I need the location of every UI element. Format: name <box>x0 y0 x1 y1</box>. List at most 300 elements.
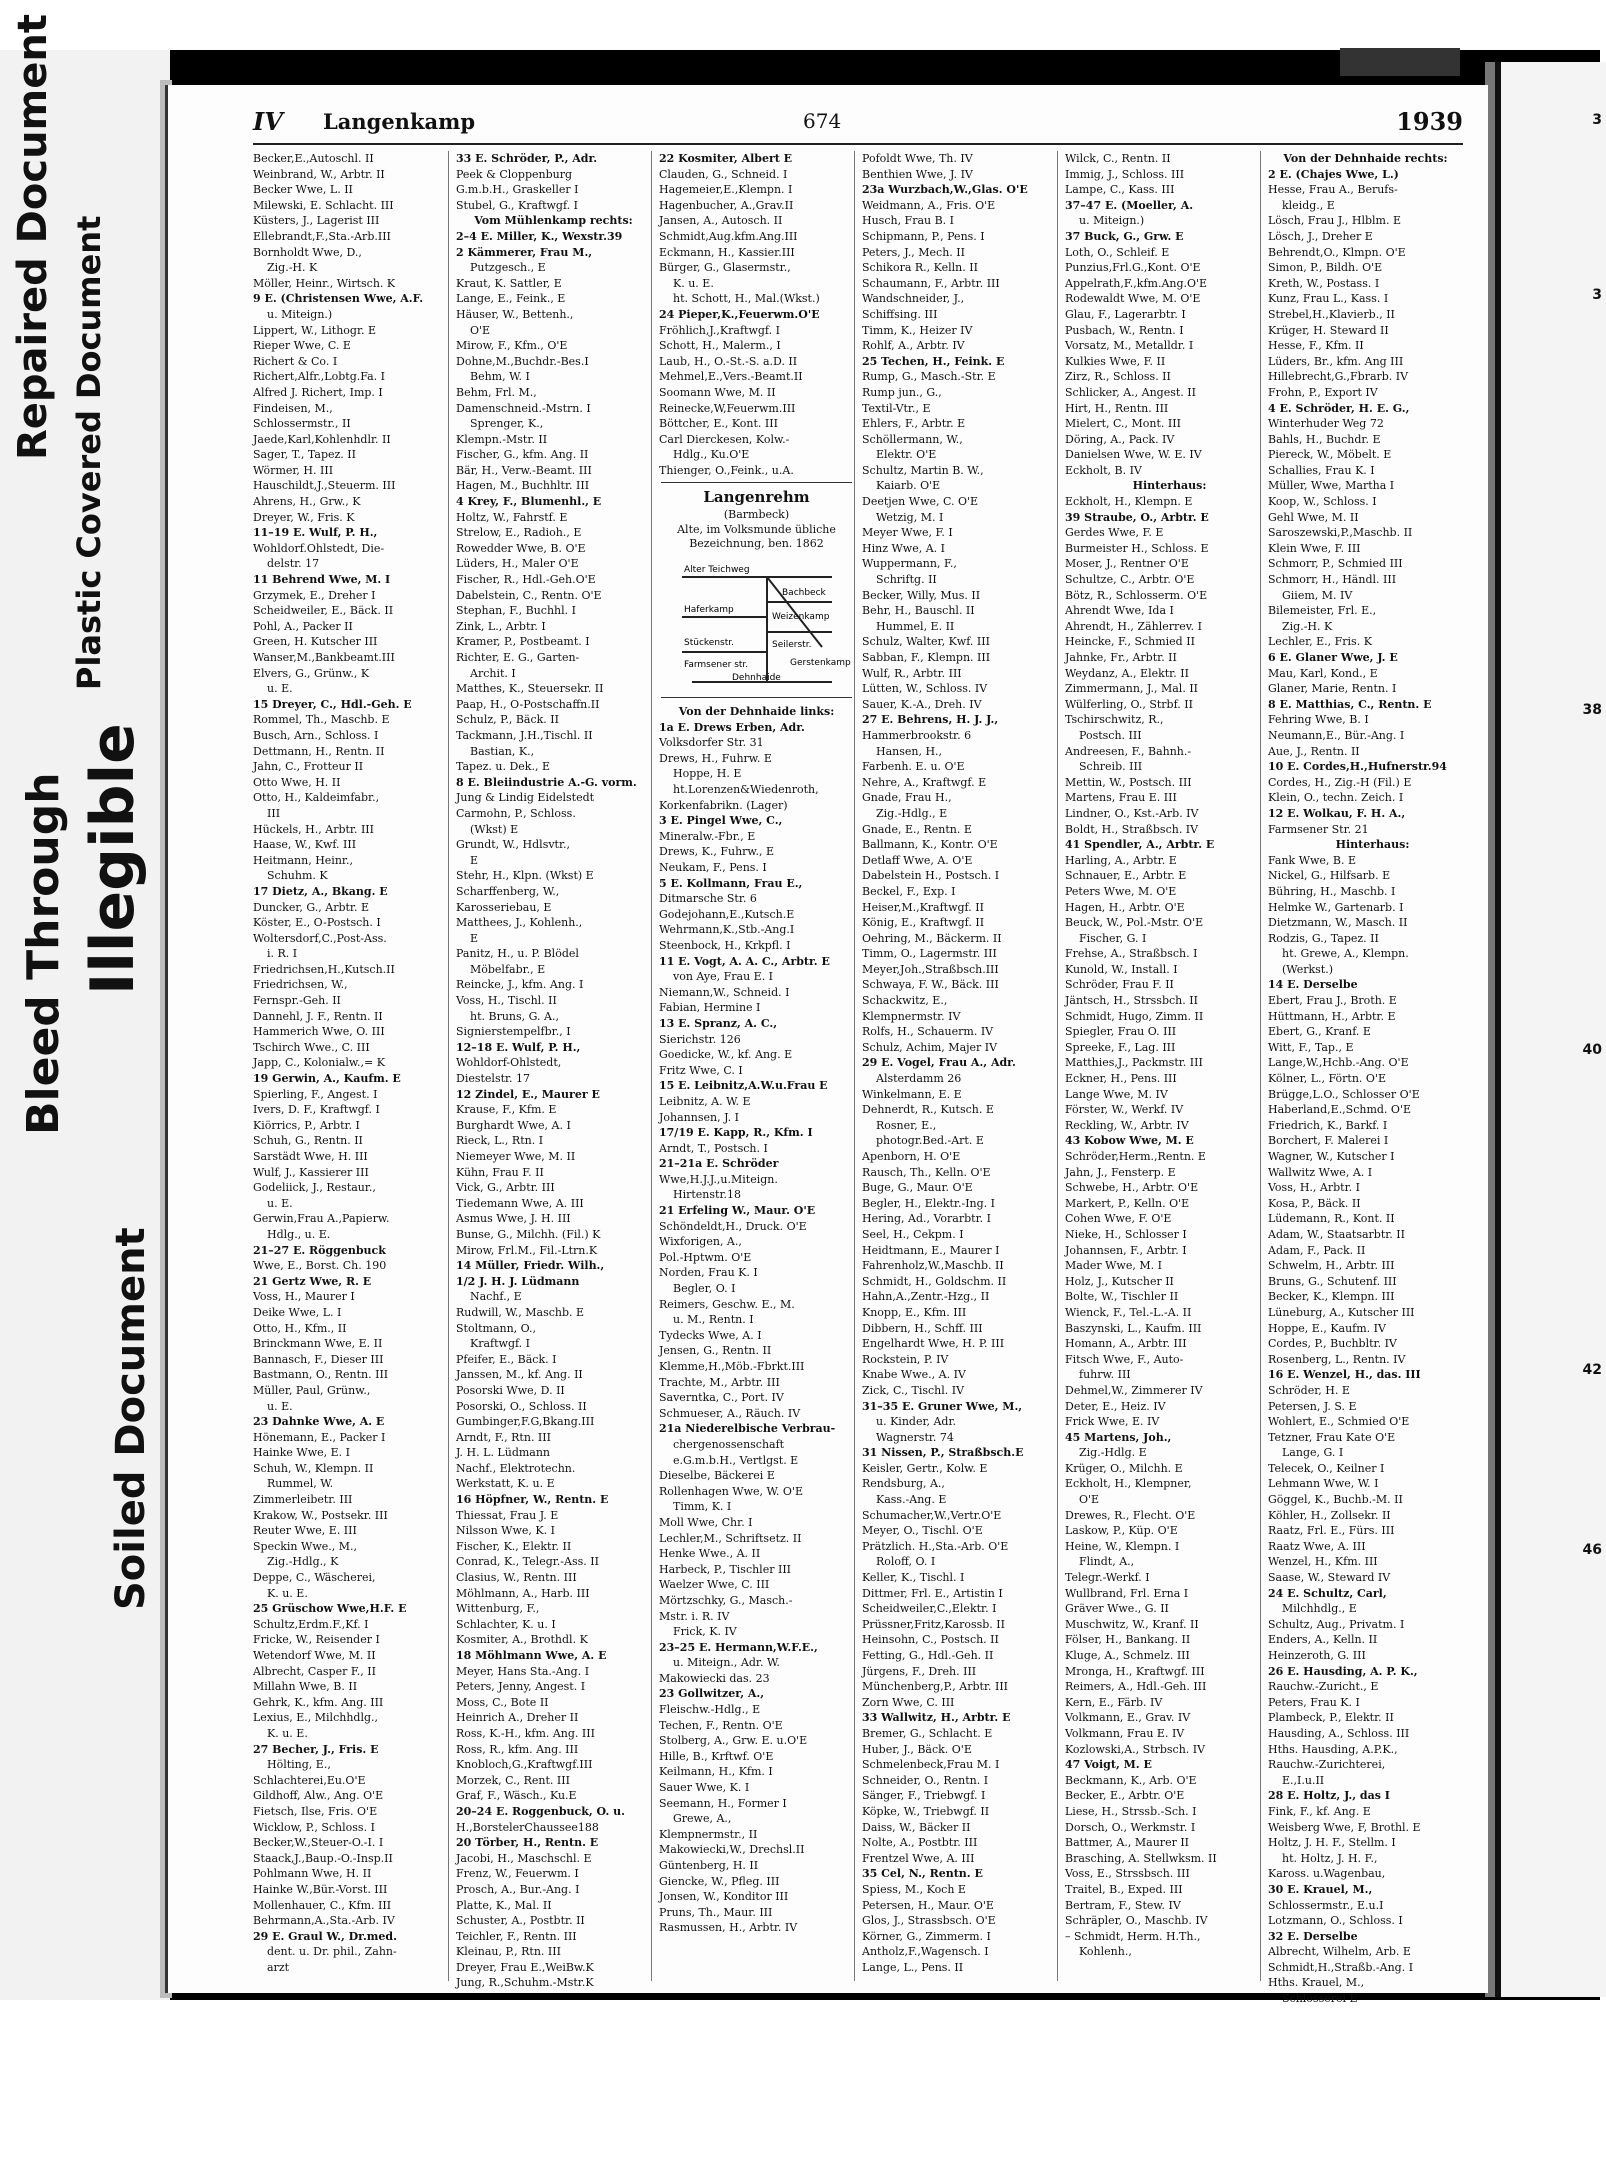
directory-entry: Nehre, A., Kraftwgf. E <box>862 775 987 789</box>
directory-entry: Kleinau, P., Rtn. III <box>456 1945 561 1959</box>
directory-entry: Traitel, B., Exped. III <box>1065 1882 1183 1896</box>
directory-entry: Hausding, A., Schloss. III <box>1268 1726 1410 1740</box>
directory-entry: Becker,W.,Steuer-O.-I. I <box>253 1836 384 1850</box>
directory-entry: Laub, H., O.-St.-S. a.D. II <box>659 354 798 368</box>
directory-entry: Henke Wwe., A. II <box>659 1547 761 1561</box>
directory-entry: Hdlg., Ku.O'E <box>673 448 750 462</box>
directory-entry: 23a Wurzbach,W.,Glas. O'E <box>862 183 1028 197</box>
directory-entry: Lüneburg, A., Kutscher III <box>1268 1305 1415 1319</box>
directory-entry: 23 Dahnke Wwe, A. E <box>253 1415 385 1429</box>
directory-entry: Wandschneider, J., <box>862 292 965 306</box>
directory-entry: Schmueser, A., Räuch. IV <box>659 1406 801 1420</box>
directory-entry: 11–19 E. Wulf, P. H., <box>253 526 378 540</box>
directory-entry: Glaner, Marie, Rentn. I <box>1268 682 1397 696</box>
adjacent-page-number: 38 <box>1582 702 1602 718</box>
directory-entry: Bastian, K., <box>470 744 535 758</box>
directory-entry: Rolfs, H., Schauerm. IV <box>862 1025 994 1039</box>
directory-entry: Lösch, J., Dreher E <box>1268 229 1373 243</box>
directory-entry: Clasius, W., Rentn. III <box>456 1571 577 1585</box>
directory-entry: Kramer, P., Postbeamt. I <box>456 635 590 649</box>
directory-entry: Elektr. O'E <box>876 448 937 462</box>
directory-entry: Behr, H., Bauschl. II <box>862 604 975 618</box>
directory-entry: Matthes, K., Steuersekr. II <box>456 682 604 696</box>
directory-entry: Timm, O., Lagermstr. III <box>862 947 997 961</box>
directory-entry: Mollenhauer, C., Kfm. III <box>253 1898 392 1912</box>
directory-entry: Böttcher, E., Kont. III <box>659 417 778 431</box>
directory-entry: Loth, O., Schleif. E <box>1065 245 1170 259</box>
directory-column <box>659 151 855 1981</box>
directory-entry: Piereck, W., Möbelt. E <box>1268 448 1392 462</box>
directory-entry: 14 Müller, Friedr. Wilh., <box>456 1259 605 1273</box>
directory-entry: Pohl, A., Packer II <box>253 619 353 633</box>
directory-entry: Tschirch Wwe., C. III <box>253 1040 370 1054</box>
directory-entry: Holz, J., Kutscher II <box>1065 1274 1174 1288</box>
directory-entry: Heiser,M.,Kraftwgf. II <box>862 900 984 914</box>
directory-entry: Wulf, R., Arbtr. III <box>862 666 962 680</box>
directory-entry: 17/19 E. Kapp, R., Kfm. I <box>659 1126 813 1140</box>
directory-entry: Kaross. u.Wagenbau, <box>1268 1867 1386 1881</box>
directory-entry: Moll Wwe, Chr. I <box>659 1515 753 1529</box>
directory-entry: Hahn,A.,Zentr.-Hzg., II <box>862 1290 990 1304</box>
directory-entry: Nilsson Wwe, K. I <box>456 1524 555 1538</box>
directory-entry: Keller, K., Tischl. I <box>862 1571 965 1585</box>
directory-entry: Schuh, W., Klempn. II <box>253 1461 374 1475</box>
directory-entry: Millahn Wwe, B. II <box>253 1680 358 1694</box>
directory-entry: Hille, B., Krftwf. O'E <box>659 1749 774 1763</box>
directory-entry: 23 Gollwitzer, A., <box>659 1687 765 1701</box>
directory-entry: Reimers, Geschw. E., M. <box>659 1297 795 1311</box>
directory-entry: Alfred J. Richert, Imp. I <box>253 385 383 399</box>
directory-entry: Holtz, W., Fahrstf. E <box>456 510 568 524</box>
directory-entry: Stehr, H., Klpn. (Wkst) E <box>456 869 594 883</box>
directory-entry: Lange Wwe, M. IV <box>1065 1087 1168 1101</box>
directory-entry: Engelhardt Wwe, H. P. III <box>862 1337 1005 1351</box>
directory-entry: Aue, J., Rentn. II <box>1268 744 1360 758</box>
directory-entry: Grundt, W., Hdlsvtr., <box>456 838 571 852</box>
directory-entry: Klemme,H.,Möb.-Fbrkt.III <box>659 1360 805 1373</box>
directory-entry: ht. Bruns, G. A., <box>470 1009 559 1023</box>
directory-entry: Lehmann Wwe, W. I <box>1268 1477 1379 1491</box>
directory-entry: Klempnermstr. IV <box>862 1009 961 1023</box>
directory-entry: Appelrath,F.,kfm.Ang.O'E <box>1065 276 1208 290</box>
directory-entry: 26 E. Hausding, A. P. K., <box>1268 1664 1418 1678</box>
directory-entry: Hths. Krauel, M., <box>1268 1976 1365 1990</box>
directory-entry: Giiem, M. IV <box>1282 588 1353 602</box>
directory-column <box>456 151 652 1990</box>
directory-entry: Wülferling, O., Strbf. II <box>1065 697 1193 711</box>
directory-entry: Saverntka, C., Port. IV <box>659 1391 784 1405</box>
directory-entry: Kern, E., Färb. IV <box>1065 1695 1163 1709</box>
directory-entry: Tapez. u. Dek., E <box>456 760 550 774</box>
directory-entry: delstr. 17 <box>267 557 320 571</box>
directory-entry: Thienger, O.,Feink., u.A. <box>659 463 794 477</box>
directory-entry: 20 Törber, H., Rentn. E <box>456 1836 599 1850</box>
directory-entry: Fitsch Wwe, F., Auto- <box>1065 1352 1184 1366</box>
directory-entry: Daiss, W., Bäcker II <box>862 1820 971 1834</box>
directory-entry: Hönemann, E., Packer I <box>253 1430 386 1444</box>
directory-entry: Dannehl, J. F., Rentn. II <box>253 1009 383 1023</box>
directory-entry: Telecek, O., Keilner I <box>1268 1461 1385 1475</box>
directory-entry: u. Miteign.) <box>1079 214 1145 228</box>
year: 1939 <box>1396 107 1463 136</box>
directory-entry: Keilmann, H., Kfm. I <box>659 1765 773 1779</box>
directory-entry: Makowiecki,W., Drechsl.II <box>659 1843 805 1857</box>
directory-entry: Janssen, M., kf. Ang. II <box>456 1368 583 1382</box>
directory-entry: Witt, F., Tap., E <box>1268 1040 1354 1054</box>
directory-entry: Schmorr, P., Schmied III <box>1268 557 1403 571</box>
directory-entry: Speckin Wwe., M., <box>253 1539 357 1553</box>
directory-entry: Becker Wwe, L. II <box>253 183 353 197</box>
directory-entry: Hirtenstr.18 <box>673 1188 741 1202</box>
directory-entry: Strelow, E., Radioh., E <box>456 526 582 540</box>
directory-entry: Eckholt, H., Klempner, <box>1065 1477 1192 1491</box>
directory-entry: Schlicker, A., Angest. II <box>1065 385 1196 399</box>
directory-entry: Stoltmann, O., <box>456 1321 537 1335</box>
directory-entry: Rollenhagen Wwe, W. O'E <box>659 1484 803 1498</box>
directory-entry: Wilck, C., Rentn. II <box>1065 152 1171 165</box>
map-street-label: Stückenstr. <box>683 638 734 649</box>
directory-entry: Hagen, M., Buchhltr. III <box>456 479 590 493</box>
directory-entry: Hammerich Wwe, O. III <box>253 1025 385 1039</box>
directory-entry: Raatz, Frl. E., Fürs. III <box>1268 1524 1395 1538</box>
directory-entry: 10 E. Cordes,H.,Hufnerstr.94 <box>1268 760 1447 774</box>
directory-entry: Soomann Wwe, M. II <box>659 385 776 399</box>
directory-entry: Saroszewski,P.,Maschb. II <box>1268 526 1413 540</box>
directory-entry: Bahls, H., Buchdr. E <box>1268 432 1381 446</box>
directory-entry: Posorski, O., Schloss. II <box>456 1399 587 1413</box>
directory-entry: O'E <box>470 323 491 337</box>
directory-entry: Schmidt,Aug.kfm.Ang.III <box>659 229 798 243</box>
directory-entry: H.,BorstelerChaussee188 <box>456 1820 599 1834</box>
directory-entry: Begler, H., Elektr.-Ing. I <box>862 1196 996 1210</box>
directory-entry: Milewski, E. Schlacht. III <box>253 198 394 212</box>
directory-entry: Hths. Hausding, A.P.K., <box>1268 1742 1398 1756</box>
directory-entry: Wetzig, M. I <box>876 510 944 524</box>
directory-entry: Wagner, W., Kutscher I <box>1268 1150 1395 1163</box>
directory-entry: Winkelmann, E. E <box>862 1087 962 1101</box>
directory-entry: Raatz Wwe, A. III <box>1268 1539 1366 1553</box>
directory-entry: Borchert, F. Malerei I <box>1268 1134 1389 1148</box>
directory-entry: 16 E. Wenzel, H., das. III <box>1268 1368 1421 1382</box>
directory-entry: Hammerbrookstr. 6 <box>862 728 972 742</box>
directory-entry: Jahn, C., Frotteur II <box>253 760 364 774</box>
directory-column <box>1268 151 1463 2006</box>
directory-entry: 16 Höpfner, W., Rentn. E <box>456 1493 609 1507</box>
directory-entry: Adam, F., Pack. II <box>1268 1243 1366 1257</box>
directory-entry: Jensen, G., Rentn. II <box>659 1344 772 1358</box>
directory-entry: Glau, F., Lagerarbtr. I <box>1065 307 1186 321</box>
directory-entry: Ballmann, K., Kontr. O'E <box>862 838 998 852</box>
directory-entry: Wullbrand, Frl. Erna I <box>1065 1586 1189 1600</box>
directory-entry: Helmke W., Gartenarb. I <box>1268 900 1404 914</box>
directory-entry: Graf, F., Wäsch., Ku.E <box>456 1789 577 1803</box>
directory-entry: Brügge,L.O., Schlosser O'E <box>1268 1087 1420 1101</box>
directory-entry: photogr.Bed.-Art. E <box>876 1134 984 1148</box>
directory-column <box>862 151 1058 1981</box>
adjacent-page-number: 3 <box>1592 112 1602 128</box>
directory-entry: Alsterdamm 26 <box>876 1072 962 1086</box>
directory-entry: Drews, H., Fuhrw. E <box>659 751 772 765</box>
directory-entry: Deetjen Wwe, C. O'E <box>862 495 979 509</box>
directory-entry: Archit. I <box>470 666 516 680</box>
directory-entry: Otto, H., Kfm., II <box>253 1321 347 1335</box>
directory-entry: Hinterhaus: <box>1132 479 1207 493</box>
directory-entry: Göggel, K., Buchb.-M. II <box>1268 1493 1403 1507</box>
directory-entry: arzt <box>267 1960 290 1974</box>
directory-entry: Pruns, Th., Maur. III <box>659 1905 773 1919</box>
directory-entry: Dietzmann, W., Masch. II <box>1268 916 1408 930</box>
inset-district: (Barmbeck) <box>723 508 790 522</box>
directory-entry: Schuhm. K <box>267 869 328 883</box>
directory-entry: Bunse, G., Milchh. (Fil.) K <box>456 1227 601 1241</box>
directory-entry: Teichler, F., Rentn. III <box>456 1929 577 1943</box>
directory-entry: Fetting, G., Hdl.-Geh. II <box>862 1649 994 1662</box>
directory-entry: – Schmidt, Herm. H.Th., <box>1065 1929 1201 1943</box>
directory-entry: Simon, P., Bildh. O'E <box>1268 261 1383 275</box>
directory-entry: Conrad, K., Telegr.-Ass. II <box>456 1555 599 1569</box>
directory-entry: Wohlert, E., Schmied O'E <box>1268 1415 1410 1429</box>
directory-entry: Mettin, W., Postsch. III <box>1065 775 1192 789</box>
directory-entry: Gildhoff, Alw., Ang. O'E <box>253 1789 384 1803</box>
directory-entry: Gnade, Frau H., <box>862 791 952 805</box>
directory-entry: Otto Wwe, H. II <box>253 775 341 789</box>
directory-entry: Schöndeldt,H., Druck. O'E <box>659 1219 807 1233</box>
directory-entry: 2 E. (Chajes Wwe, L.) <box>1268 167 1399 181</box>
directory-entry: Buge, G., Maur. O'E <box>862 1181 973 1195</box>
directory-entry: Lippert, W., Lithogr. E <box>253 323 377 337</box>
street-inset <box>661 482 852 698</box>
directory-entry: Lechler,M., Schriftsetz. II <box>659 1531 802 1545</box>
directory-entry: Zig.-H. K <box>267 261 318 275</box>
directory-entry: Jahnke, Fr., Arbtr. II <box>1065 651 1177 664</box>
directory-entry: Staack,J.,Baup.-O.-Insp.II <box>253 1851 393 1865</box>
directory-entry: Nachf., Elektrotechn. <box>456 1461 576 1475</box>
directory-entry: Fabian, Hermine I <box>659 1001 761 1015</box>
label-plastic-covered: Plastic Covered Document <box>70 215 108 690</box>
directory-entry: Dibbern, H., Schff. III <box>862 1321 983 1335</box>
directory-entry: 1/2 J. H. J. Lüdmann <box>456 1274 580 1288</box>
directory-entry: Prüssner,Fritz,Karossb. II <box>862 1617 1005 1631</box>
directory-entry: Küsters, J., Lagerist III <box>253 214 380 228</box>
directory-entry: 22 Kosmiter, Albert E <box>659 152 793 165</box>
map-street-label: Seilerstr. <box>771 640 811 651</box>
directory-entry: 8 E. Matthias, C., Rentn. E <box>1268 697 1432 711</box>
directory-entry: Fischer, G. I <box>1079 931 1147 945</box>
directory-entry: Saase, W., Steward IV <box>1268 1571 1391 1585</box>
directory-entry: Zig.-Hdlg. E <box>1079 1446 1147 1460</box>
directory-entry: Brinckmann Wwe, E. II <box>253 1337 383 1351</box>
directory-entry: 8 E. Bleiindustrie A.-G. vorm. <box>456 775 637 789</box>
directory-entry: Schwaya, F. W., Bäck. III <box>862 978 999 992</box>
directory-entry: Knobloch,G.,Kraftwgf.III <box>456 1758 593 1772</box>
directory-entry: Hesse, Frau A., Berufs- <box>1268 183 1398 197</box>
directory-entry: Heine, W., Klempn. I <box>1065 1539 1180 1553</box>
directory-entry: Plambeck, P., Elektr. II <box>1268 1711 1394 1725</box>
directory-entry: Stephan, F., Buchhl. I <box>456 604 576 618</box>
directory-entry: Ahrens, H., Grw., K <box>253 495 361 509</box>
directory-entry: Fröhlich,J.,Kraftwgf. I <box>659 323 780 337</box>
directory-entry: Kraftwgf. I <box>470 1337 531 1351</box>
directory-entry: Bertram, F., Stew. IV <box>1065 1898 1181 1912</box>
directory-entry: Haberland,E.,Schmd. O'E <box>1268 1103 1411 1117</box>
directory-entry: Green, H. Kutscher III <box>253 635 378 649</box>
directory-entry: Nolte, A., Postbtr. III <box>862 1836 978 1850</box>
directory-entry: Knopp, E., Kfm. III <box>862 1305 967 1319</box>
directory-entry: chergenossenschaft <box>673 1437 785 1451</box>
scan-edge-block <box>1340 48 1460 76</box>
directory-entry: Tschirschwitz, R., <box>1065 713 1164 727</box>
directory-entry: Wwe,H.J.J.,u.Miteign. <box>659 1172 778 1186</box>
directory-entry: 6 E. Glaner Wwe, J. E <box>1268 651 1398 664</box>
directory-entry: Rosner, E., <box>876 1118 937 1132</box>
directory-entry: Meyer, O., Tischl. O'E <box>862 1524 983 1538</box>
directory-entry: Diestelstr. 17 <box>456 1072 531 1086</box>
directory-entry: Waelzer Wwe, C. III <box>659 1578 770 1592</box>
directory-entry: Platte, K., Mal. II <box>456 1898 552 1912</box>
directory-entry: Jung & Lindig Eidelstedt <box>456 791 595 805</box>
directory-entry: Vom Mühlenkamp rechts: <box>474 214 633 228</box>
directory-entry: Schöllermann, W., <box>862 432 963 446</box>
directory-entry: Heitmann, Heinr., <box>253 853 353 867</box>
directory-entry: Detlaff Wwe, A. O'E <box>862 853 973 867</box>
directory-entry: Prosch, A., Bur.-Ang. I <box>456 1882 580 1896</box>
directory-entry: J. H. L. Lüdmann <box>456 1446 551 1460</box>
directory-entry: Peters Wwe, M. O'E <box>1065 884 1177 898</box>
directory-entry: Schipmann, P., Pens. I <box>862 229 985 243</box>
directory-entry: Hainke W.,Bür.-Vorst. III <box>253 1882 388 1896</box>
directory-entry: Reincke, J., kfm. Ang. I <box>456 978 584 992</box>
directory-entry: Ebert, Frau J., Broth. E <box>1268 994 1397 1008</box>
directory-entry: Lindner, O., Kst.-Arb. IV <box>1065 806 1199 820</box>
directory-entry: Sabban, F., Klempn. III <box>862 651 991 664</box>
directory-entry: Arndt, T., Postsch. I <box>659 1141 768 1155</box>
directory-entry: ht. Grewe, A., Klempn. <box>1282 947 1409 961</box>
directory-entry: Deter, E., Heiz. IV <box>1065 1399 1166 1413</box>
directory-entry: Behm, Frl. M., <box>456 385 537 399</box>
directory-entry: Winterhuder Weg 72 <box>1268 417 1384 431</box>
directory-entry: Eckholt, B. IV <box>1065 463 1142 477</box>
directory-entry: Heinsohn, C., Postsch. II <box>862 1633 999 1647</box>
directory-entry: Reinecke,W,Feuerwm.III <box>659 401 796 415</box>
directory-page <box>165 85 1488 2006</box>
directory-entry: 13 E. Spranz, A. C., <box>659 1016 778 1030</box>
directory-entry: Adam, W., Staatsarbtr. II <box>1268 1227 1405 1241</box>
directory-entry: Zimmermann, J., Mal. II <box>1065 682 1199 696</box>
directory-entry: Von der Dehnhaide rechts: <box>1283 152 1448 165</box>
directory-entry: Seel, H., Cekpm. I <box>862 1227 964 1241</box>
directory-entry: Rockstein, P. IV <box>862 1352 949 1366</box>
directory-entry: Albrecht, Wilhelm, Arb. E <box>1268 1945 1411 1959</box>
directory-entry: 31 Nissen, P., Straßbsch.E <box>862 1446 1024 1460</box>
directory-entry: Cordes, H., Zig.-H (Fil.) E <box>1268 775 1412 789</box>
directory-entry: Ellebrandt,F.,Sta.-Arb.III <box>253 229 391 243</box>
directory-entry: Volkmann, E., Grav. IV <box>1065 1711 1191 1725</box>
directory-entry: Kozlowski,A., Strbsch. IV <box>1065 1742 1206 1756</box>
directory-entry: Möbelfabr., E <box>470 962 546 976</box>
directory-entry: Makowiecki das. 23 <box>659 1671 770 1685</box>
directory-entry: 33 Wallwitz, H., Arbtr. E <box>862 1711 1011 1725</box>
directory-entry: Moss, C., Bote II <box>456 1695 549 1709</box>
directory-entry: Wuppermann, F., <box>862 557 957 571</box>
directory-entry: Peters, Frau K. I <box>1268 1695 1360 1709</box>
directory-entry: Homann, A., Arbtr. III <box>1065 1337 1187 1351</box>
directory-entry: Martens, Frau E. III <box>1065 791 1177 805</box>
directory-entry: 24 E. Schultz, Carl, <box>1268 1586 1387 1600</box>
directory-entry: Sauer, K.-A., Dreh. IV <box>862 697 982 711</box>
directory-entry: Danielsen Wwe, W. E. IV <box>1065 448 1202 462</box>
directory-entry: Gerwin,Frau A.,Papierw. <box>253 1212 390 1226</box>
directory-entry: Rowedder Wwe, B. O'E <box>456 541 586 555</box>
map-street-label: Alter Teichweg <box>683 565 750 576</box>
directory-entry: Beckmann, K., Arb. O'E <box>1065 1773 1197 1787</box>
directory-entry: Frohn, P., Export IV <box>1268 385 1378 399</box>
directory-entry: Schuster, A., Postbtr. II <box>456 1914 585 1928</box>
directory-entry: Mörtzschky, G., Masch.- <box>659 1593 793 1607</box>
directory-entry: Wohldorf-Ohlstedt, <box>456 1056 562 1070</box>
directory-entry: 45 Martens, Joh., <box>1065 1430 1172 1444</box>
directory-entry: Behrmann,A.,Sta.-Arb. IV <box>253 1914 395 1928</box>
directory-entry: Drews, K., Fuhrw., E <box>659 845 775 859</box>
directory-entry: Friedrich, K., Barkf. I <box>1268 1118 1388 1132</box>
directory-entry: Textil-Vtr., E <box>862 401 931 415</box>
directory-entry: Woltersdorf,C.,Post-Ass. <box>253 931 387 945</box>
directory-entry: Moser, J., Rentner O'E <box>1065 557 1189 571</box>
directory-entry: Zig.-H. K <box>1282 619 1333 633</box>
directory-entry: Jahn, J., Fensterp. E <box>1065 1165 1176 1179</box>
directory-entry: Wetendorf Wwe, M. II <box>253 1649 376 1662</box>
directory-entry: Dieselbe, Bäckerei E <box>659 1469 775 1483</box>
directory-entry: Lotzmann, O., Schloss. I <box>1268 1914 1403 1928</box>
directory-entry: 29 E. Vogel, Frau A., Adr. <box>862 1056 1016 1070</box>
directory-entry: Peek & Cloppenburg <box>456 167 573 181</box>
directory-entry: Mielert, C., Mont. III <box>1065 417 1181 431</box>
directory-entry: Spiegler, Frau O. III <box>1065 1025 1177 1039</box>
directory-entry: Ebert, G., Kranf. E <box>1268 1025 1371 1039</box>
directory-entry: Dreyer, Frau E.,WeiBw.K <box>456 1960 594 1974</box>
directory-entry: Roloff, O. I <box>876 1555 936 1569</box>
directory-entry: Korkenfabrikn. (Lager) <box>659 798 788 812</box>
directory-column <box>253 151 449 1981</box>
directory-entry: Bolte, W., Tischler II <box>1065 1290 1179 1304</box>
directory-entry: Schröder,Herm.,Rentn. E <box>1065 1150 1206 1163</box>
directory-entry: Punzius,Frl.G.,Kont. O'E <box>1065 261 1201 275</box>
directory-entry: Wittenburg, F., <box>456 1602 540 1616</box>
directory-entry: Knabe Wwe., A. IV <box>862 1368 966 1382</box>
directory-entry: von Aye, Frau E. I <box>673 970 774 984</box>
directory-entry: Godeliick, J., Restaur., <box>253 1181 376 1195</box>
directory-entry: K. u. E. <box>267 1726 308 1740</box>
directory-entry: Goedicke, W., kf. Ang. E <box>659 1048 793 1062</box>
directory-entry: Schumacher,W.,Vertr.O'E <box>862 1508 1002 1522</box>
directory-entry: 19 Gerwin, A., Kaufm. E <box>253 1072 401 1086</box>
directory-entry: Frick Wwe, E. IV <box>1065 1415 1160 1429</box>
directory-entry: u. M., Rentn. I <box>673 1313 754 1327</box>
directory-entry: Findeisen, M., <box>253 401 333 415</box>
directory-entry: 21–21a E. Schröder <box>659 1157 779 1171</box>
directory-entry: ht. Holtz, J. H. F., <box>1282 1851 1378 1865</box>
directory-entry: Schallies, Frau K. I <box>1268 463 1375 477</box>
directory-entry: Kraut, K. Sattler, E <box>456 276 562 290</box>
directory-entry: Lampe, C., Kass. III <box>1065 183 1175 197</box>
directory-entry: Tydecks Wwe, A. I <box>659 1328 762 1342</box>
directory-entry: Farbenh. E. u. O'E <box>862 760 965 774</box>
directory-entry: Rump jun., G., <box>862 385 942 399</box>
directory-entry: 12–18 E. Wulf, P. H., <box>456 1040 581 1054</box>
directory-entry: Strebel,H.,Klavierb., II <box>1268 307 1395 321</box>
map-street-label: Haferkamp <box>683 605 734 616</box>
directory-entry: Behrendt,O., Klmpn. O'E <box>1268 245 1406 259</box>
directory-entry: Schultz,Erdm.F.,Kf. I <box>253 1617 369 1631</box>
